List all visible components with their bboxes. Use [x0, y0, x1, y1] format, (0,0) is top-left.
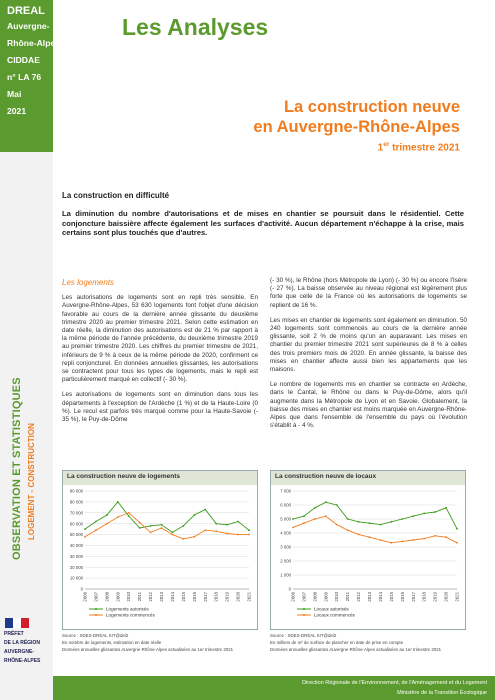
data-point [139, 522, 141, 524]
x-tick-label: 2021 [454, 592, 460, 602]
section-title: Les Analyses [122, 14, 269, 40]
x-tick-label: 2010 [126, 592, 132, 602]
sidebar-month: Mai [7, 89, 22, 99]
series-line-0 [85, 502, 249, 533]
y-tick-label: 30 000 [69, 553, 83, 559]
x-tick-label: 2009 [115, 592, 121, 602]
paragraph: Les autorisations de logements sont en diminution dans tous les départements à l'exception de l'Ardèche (1 %) et de la Haute-Loire (0 %). Le recul est parfois très marqué comme pour la Haute-Savoie (- 35 %), le Puy-de-Dôme [62, 391, 258, 424]
document-subtitle [378, 141, 460, 153]
x-tick-label: 2017 [202, 592, 208, 602]
paragraph: Les mises en chantier de logements sont également en diminution. 50 240 logements sont commencés au cours de la dernière année glissante, soit 2 % de moins qu'un an auparavant. Les mises en chantier du premier trimestre 2021 sont supérieures de 8 % à celles des trois premiers mois de 2020. En année glissante, la baisse des mises en chantier affecte aussi bien les appartements que les maisons. [270, 316, 467, 374]
data-point [336, 504, 338, 506]
logo-line-1: PRÉFET [4, 631, 24, 637]
legend-marker [95, 608, 97, 610]
chart-note: En nombre de logements, estimation en date réelle [62, 640, 162, 645]
data-point [226, 524, 228, 526]
data-point [248, 534, 250, 536]
x-tick-label: 2019 [224, 592, 230, 602]
data-point [106, 514, 108, 516]
sidebar-vertical-subtitle: LOGEMENT - CONSTRUCTION [27, 423, 36, 540]
data-point [434, 535, 436, 537]
sidebar-issue-number: n° LA 76 [7, 72, 42, 82]
paragraph: (- 30 %), le Rhône (hors Métropole de Lyon) (- 30 %) ou encore l'Isère (- 27 %). La baisse observée au niveau régional est légèrement plus forte que celle de la France où les autorisations de logements se replient de 16 %. [270, 277, 467, 309]
data-point [336, 524, 338, 526]
data-point [172, 531, 174, 533]
x-tick-label: 2013 [367, 592, 373, 602]
sidebar [0, 0, 60, 700]
data-point [172, 534, 174, 536]
data-point [391, 542, 393, 544]
chart-source: Source : SDES-DREAL SIT@del2 [62, 633, 129, 638]
chart-logements-plot [63, 485, 257, 629]
sidebar-org: DREAL [7, 5, 45, 17]
data-point [84, 536, 86, 538]
data-point [358, 521, 360, 523]
data-point [248, 529, 250, 531]
logo-line-3: AUVERGNE- [4, 649, 35, 655]
x-tick-label: 2010 [334, 592, 340, 602]
data-point [237, 534, 239, 536]
logo-line-2: DE LA RÉGION [4, 640, 40, 646]
x-tick-label: 2015 [388, 592, 394, 602]
y-tick-label: 40 000 [69, 543, 83, 549]
data-point [84, 528, 86, 530]
data-point [117, 516, 119, 518]
x-tick-label: 2007 [301, 592, 307, 602]
sidebar-banner [0, 0, 60, 152]
chart-note: Données annuelles glissantes Auvergne-Rhône-Alpes actualisées au 1er trimestre 2021 [270, 647, 442, 652]
sidebar-year: 2021 [7, 106, 27, 116]
data-point [423, 513, 425, 515]
data-point [106, 523, 108, 525]
chart-header: La construction neuve de logements [63, 471, 257, 485]
subsection-heading: Les logements [62, 278, 115, 287]
data-point [347, 529, 349, 531]
data-point [128, 515, 130, 517]
sidebar-region-2: Rhône-Alpes [7, 38, 60, 48]
y-tick-label: 0 [288, 586, 291, 592]
legend-label: Locaux commencés [314, 612, 355, 618]
data-point [183, 538, 185, 540]
data-point [401, 518, 403, 520]
data-point [150, 525, 152, 527]
x-tick-label: 2007 [93, 592, 99, 602]
data-point [456, 542, 458, 544]
chart-source-right [270, 632, 466, 653]
legend-label: Locaux autorisés [314, 606, 349, 612]
data-point [183, 525, 185, 527]
data-point [292, 518, 294, 520]
data-point [434, 511, 436, 513]
y-tick-label: 3 000 [280, 544, 291, 550]
sidebar-region-1: Auvergne- [7, 21, 50, 31]
data-point [237, 521, 239, 523]
x-tick-label: 2019 [432, 592, 438, 602]
x-tick-label: 2014 [169, 592, 175, 602]
chart-note: En milliers de m² de surface de plancher en date de prise en compte [270, 640, 404, 645]
y-tick-label: 2 000 [280, 558, 291, 564]
data-point [423, 538, 425, 540]
data-point [303, 515, 305, 517]
x-tick-label: 2015 [180, 592, 186, 602]
paragraph: Les autorisations de logements sont en repli très sensible. En Auvergne-Rhône-Alpes, 53 630 logements font l'objet d'une décision favorable au cours de la dernière année glissante du deuxième trimestre 2020 au premier trimestre 2021. Selon cette estimation en date réelle, la diminution des autorisations est de 21 % par rapport à la même période de l'année précédente, du deuxième trimestre 2019 au premier trimestre 2020. Les chiffres du premier trimestre de 2021, inférieurs de 9 % à ceux de la même période de 2020, confirment ce repli conjoncturel. En données annuelles glissantes, les autorisations se contractent pour tous les types de logements, mais le repli est particulièrement marqué en collectif (- 30 %). [62, 294, 258, 384]
data-point [139, 527, 141, 529]
data-point [215, 530, 217, 532]
data-point [445, 536, 447, 538]
logo-line-4: RHÔNE-ALPES [4, 658, 41, 664]
x-tick-label: 2020 [443, 592, 449, 602]
legend-marker [303, 608, 305, 610]
data-point [391, 521, 393, 523]
x-tick-label: 2012 [356, 592, 362, 602]
data-point [445, 507, 447, 509]
data-point [369, 536, 371, 538]
data-point [325, 501, 327, 503]
data-point [456, 528, 458, 530]
data-point [358, 534, 360, 536]
data-point [215, 523, 217, 525]
subtitle-ordinal: er [383, 141, 390, 148]
legend-marker [95, 614, 97, 616]
y-tick-label: 20 000 [69, 564, 83, 570]
data-point [401, 541, 403, 543]
chart-logements [62, 470, 258, 630]
legend-label: Logements autorisés [106, 606, 149, 612]
data-point [204, 529, 206, 531]
x-tick-label: 2020 [235, 592, 241, 602]
y-tick-label: 60 000 [69, 521, 83, 527]
data-point [292, 527, 294, 529]
paragraph: Le nombre de logements mis en chantier se contracte en Ardèche, dans le Cantal, le Rhône ou dans le Puy-de-Dôme, alors qu'il augmente dans la Métropole de Lyon et en Savoie. Globalement, la baisse des mises en chantier est moins marquée en Auvergne-Rhône-Alpes que dans l'ensemble de l'ensemble du pays où l'évolution s'établit à - 4 %. [270, 381, 467, 430]
y-tick-label: 10 000 [69, 575, 83, 581]
legend-marker [303, 614, 305, 616]
prefet-logo [4, 618, 50, 664]
y-tick-label: 90 000 [69, 488, 83, 494]
data-point [303, 522, 305, 524]
data-point [412, 539, 414, 541]
x-tick-label: 2012 [148, 592, 154, 602]
data-point [161, 527, 163, 529]
data-point [347, 518, 349, 520]
y-tick-label: 7 000 [280, 488, 291, 494]
subtitle-period: trimestre 2021 [389, 142, 460, 154]
y-tick-label: 50 000 [69, 532, 83, 538]
x-tick-label: 2008 [104, 592, 110, 602]
kicker-heading: La construction en difficulté [62, 191, 170, 200]
data-point [412, 515, 414, 517]
data-point [380, 524, 382, 526]
data-point [380, 539, 382, 541]
chart-header: La construction neuve de locaux [271, 471, 465, 485]
data-point [193, 514, 195, 516]
footer-line-1: Direction Régionale de l'Environnement, de l'Aménagement et du Logement [302, 680, 487, 686]
data-point [325, 515, 327, 517]
data-point [95, 529, 97, 531]
chart-locaux-plot [271, 485, 465, 629]
x-tick-label: 2011 [345, 592, 351, 602]
y-tick-label: 1 000 [280, 572, 291, 578]
x-tick-label: 2008 [312, 592, 318, 602]
y-tick-label: 6 000 [280, 502, 291, 508]
data-point [95, 521, 97, 523]
y-tick-label: 0 [80, 586, 83, 592]
data-point [193, 536, 195, 538]
data-point [128, 512, 130, 514]
x-tick-label: 2009 [323, 592, 329, 602]
legend-label: Logements commencés [106, 612, 155, 618]
document-title [253, 97, 460, 137]
left-column [62, 279, 258, 431]
y-tick-label: 4 000 [280, 530, 291, 536]
footer [53, 676, 495, 700]
data-point [314, 518, 316, 520]
x-tick-label: 2011 [137, 592, 143, 602]
data-point [369, 522, 371, 524]
series-line-1 [85, 513, 249, 539]
data-point [117, 501, 119, 503]
x-tick-label: 2013 [159, 592, 165, 602]
y-tick-label: 80 000 [69, 499, 83, 505]
data-point [226, 533, 228, 535]
x-tick-label: 2021 [246, 592, 252, 602]
flag-icon [5, 618, 29, 628]
subtitle-number: 1 [377, 142, 384, 154]
x-tick-label: 2006 [290, 592, 296, 602]
chart-source: Source : SDES-DREAL SIT@del2 [270, 633, 337, 638]
x-tick-label: 2017 [410, 592, 416, 602]
footer-line-2: Ministère de la Transition Écologique [397, 690, 487, 696]
y-tick-label: 5 000 [280, 516, 291, 522]
x-tick-label: 2018 [213, 592, 219, 602]
series-line-1 [293, 516, 457, 543]
data-point [161, 524, 163, 526]
chart-source-left [62, 632, 258, 653]
lead-paragraph: La diminution du nombre d'autorisations et de mises en chantier se poursuit dans le résidentiel. Cette conjoncture baissière affecte également les surfaces d'activité. Aucun département n'échappe à la crise, mais certains sont plus touchés que d'autres. [62, 209, 464, 237]
x-tick-label: 2006 [82, 592, 88, 602]
right-column [270, 277, 467, 437]
x-tick-label: 2014 [377, 592, 383, 602]
sidebar-service: CIDDAE [7, 55, 40, 65]
data-point [204, 509, 206, 511]
chart-note: Données annuelles glissantes Auvergne-Rhône-Alpes actualisées au 1er trimestre 2021 [62, 647, 234, 652]
y-tick-label: 70 000 [69, 510, 83, 516]
x-tick-label: 2016 [191, 592, 197, 602]
data-point [314, 507, 316, 509]
chart-locaux [270, 470, 466, 630]
document-title-line-1: La construction neuve [283, 98, 460, 116]
data-point [150, 531, 152, 533]
series-line-0 [293, 502, 457, 529]
document-title-line-2: en Auvergne-Rhône-Alpes [253, 118, 460, 136]
x-tick-label: 2018 [421, 592, 427, 602]
sidebar-vertical-title: OBSERVATION ET STATISTIQUES [11, 377, 23, 560]
x-tick-label: 2016 [399, 592, 405, 602]
